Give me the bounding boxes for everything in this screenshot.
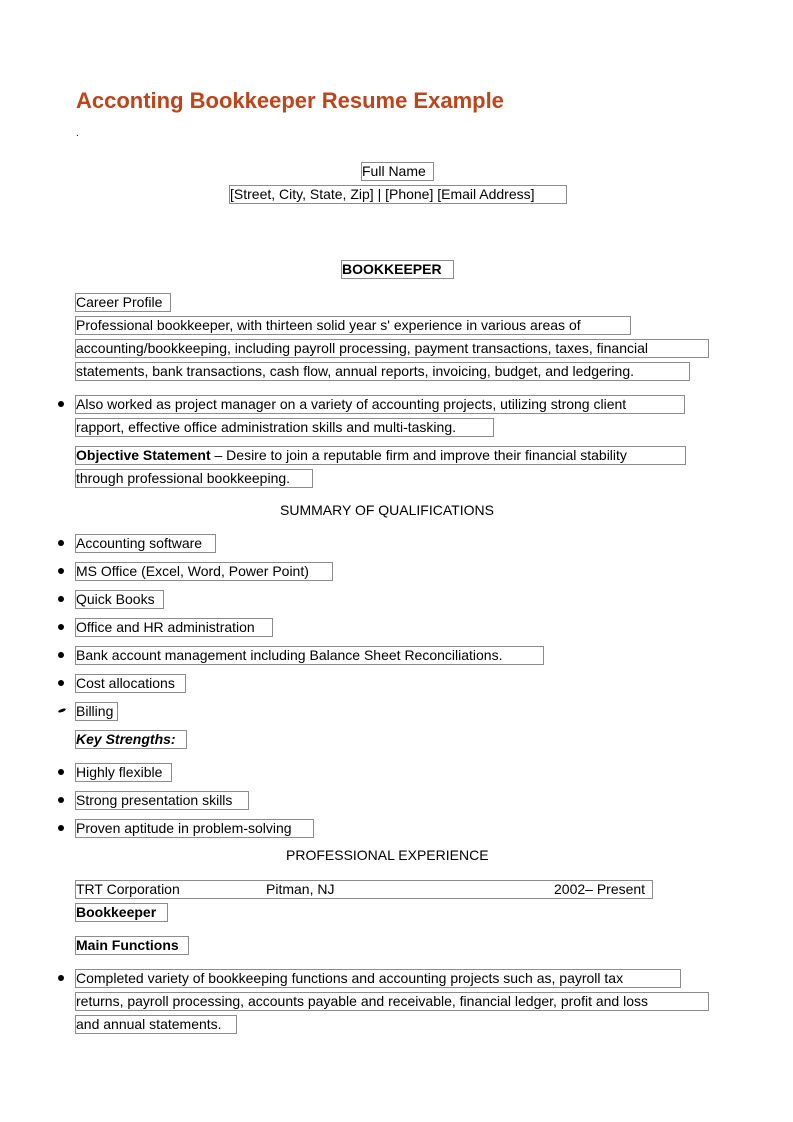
company-name: TRT Corporation xyxy=(76,881,180,897)
qualifications-heading: SUMMARY OF QUALIFICATIONS xyxy=(280,502,494,518)
career-profile-line-3: statements, bank transactions, cash flow, annual reports, invoicing, budget, and ledgering. xyxy=(75,362,690,381)
strength-item: Strong presentation skills xyxy=(75,791,249,810)
function-line-2: returns, payroll processing, accounts payable and receivable, financial ledger, profit and loss xyxy=(75,992,709,1011)
company-location: Pitman, NJ xyxy=(266,881,335,897)
qualification-item: Bank account management including Balance Sheet Reconciliations. xyxy=(75,646,544,665)
role-title: Bookkeeper xyxy=(75,903,168,922)
bullet-icon xyxy=(58,797,64,803)
experience-heading: PROFESSIONAL EXPERIENCE xyxy=(286,847,489,863)
bullet-icon xyxy=(58,680,64,686)
qualification-item: Accounting software xyxy=(75,534,216,553)
qualification-item: Billing xyxy=(75,702,118,721)
bullet-icon xyxy=(58,825,64,831)
bullet-icon xyxy=(58,568,64,574)
objective-line-1 xyxy=(75,446,686,465)
position-title: BOOKKEEPER xyxy=(341,260,454,279)
career-profile-line-1: Professional bookkeeper, with thirteen solid year s' experience in various areas of xyxy=(75,316,631,335)
objective-text: – Desire to join a reputable firm and improve their financial stability xyxy=(210,447,627,463)
qualification-item: Cost allocations xyxy=(75,674,186,693)
qualification-item: Office and HR administration xyxy=(75,618,273,637)
function-line-1: Completed variety of bookkeeping functions and accounting projects such as, payroll tax xyxy=(75,969,681,988)
bullet-icon xyxy=(58,540,64,546)
career-profile-line-2: accounting/bookkeeping, including payroll processing, payment transactions, taxes, financial xyxy=(75,339,709,358)
employment-dates: 2002– Present xyxy=(554,881,646,897)
main-functions-heading: Main Functions xyxy=(75,936,189,955)
full-name: Full Name xyxy=(361,162,434,181)
strength-item: Highly flexible xyxy=(75,763,172,782)
bullet-icon xyxy=(58,769,64,775)
bullet-icon xyxy=(58,624,64,630)
dot-marker: . xyxy=(76,128,79,139)
qualification-item: MS Office (Excel, Word, Power Point) xyxy=(75,562,333,581)
bullet-icon xyxy=(58,401,64,407)
bullet-icon xyxy=(58,596,64,602)
career-profile-heading: Career Profile xyxy=(75,293,171,312)
objective-label: Objective Statement xyxy=(76,447,211,463)
key-strengths-heading: Key Strengths: xyxy=(75,730,187,749)
objective-line-2: through professional bookkeeping. xyxy=(75,469,313,488)
bullet-icon xyxy=(58,975,64,981)
bullet-icon xyxy=(58,708,67,714)
document-title: Acconting Bookkeeper Resume Example xyxy=(76,88,504,113)
project-manager-line-1: Also worked as project manager on a variety of accounting projects, utilizing strong client xyxy=(75,395,685,414)
strength-item: Proven aptitude in problem-solving xyxy=(75,819,314,838)
function-line-3: and annual statements. xyxy=(75,1015,237,1034)
bullet-icon xyxy=(58,652,64,658)
qualification-item: Quick Books xyxy=(75,590,164,609)
contact-line: [Street, City, State, Zip] | [Phone] [Email Address] xyxy=(229,185,567,204)
experience-row xyxy=(75,880,653,899)
project-manager-line-2: rapport, effective office administration skills and multi-tasking. xyxy=(75,418,494,437)
